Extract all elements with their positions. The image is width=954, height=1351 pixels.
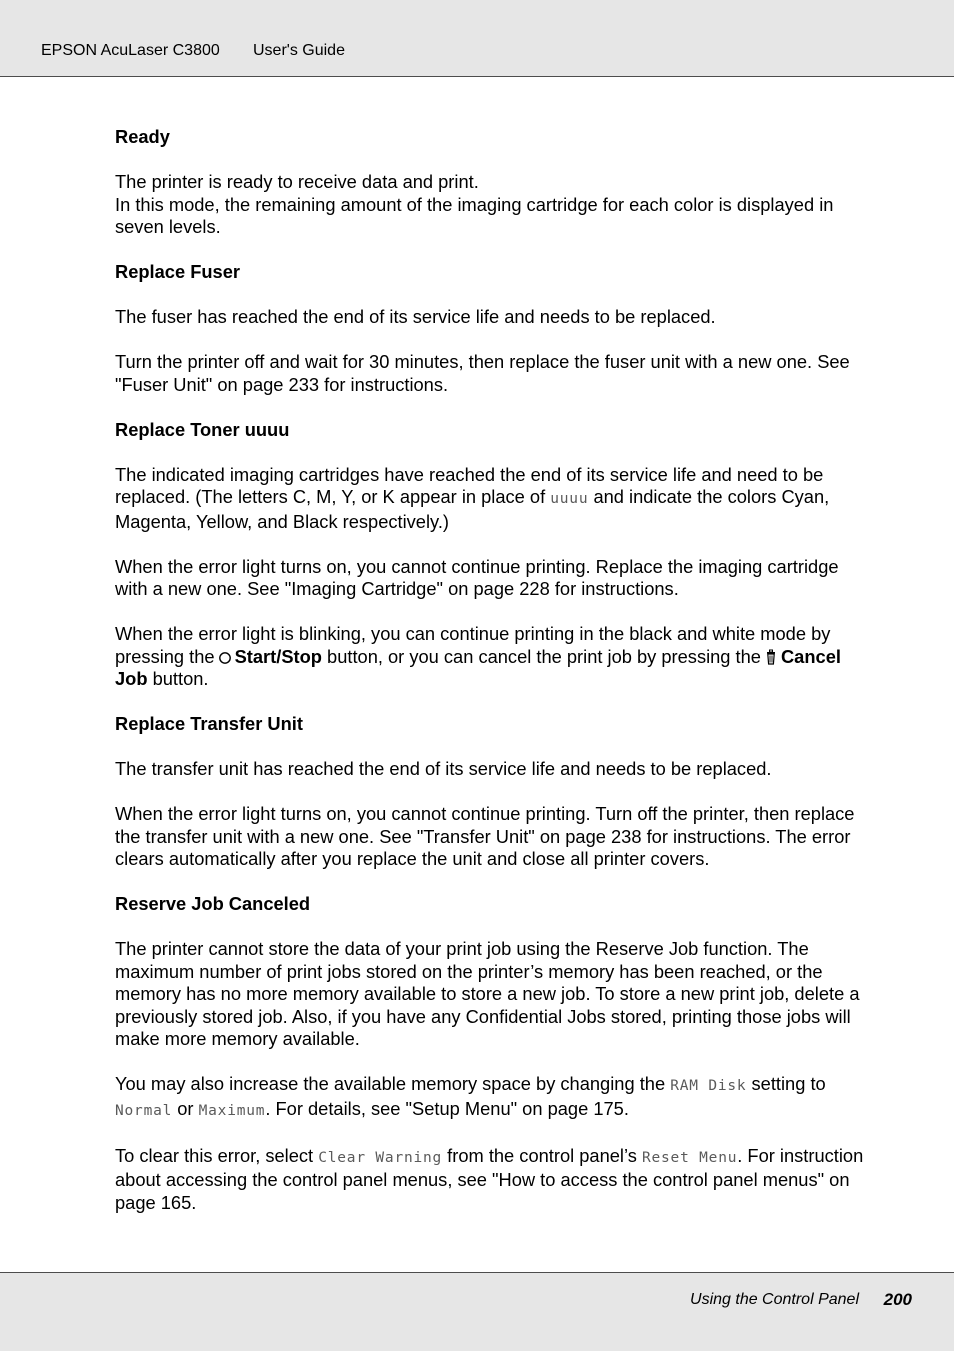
text-run: and indicate the colors Cyan, Magenta, Yellow, and Black respectively.) <box>115 486 830 532</box>
lcd-code: Maximum <box>198 1102 266 1119</box>
section-reserve-job-canceled <box>115 893 875 1214</box>
button-name-start-stop: Start/Stop <box>234 645 322 667</box>
text-run: from the control panel’s <box>442 1144 642 1166</box>
text-run: or <box>172 1097 199 1119</box>
guide-title: User's Guide <box>253 42 345 59</box>
section-ready <box>115 126 875 239</box>
section-heading: Replace Fuser <box>115 261 240 282</box>
paragraph: The fuser has reached the end of its service life and needs to be replaced. <box>115 306 716 327</box>
section-heading: Replace Transfer Unit <box>115 713 303 734</box>
paragraph: The printer cannot store the data of your print job using the Reserve Job function. The maximum number of print jobs stored on the printer’s memory has been reached, or the memory has no more memory available to store a new job. To store a new print job, delete a previously stored job. Also, if you have any Confidential Jobs stored, printing those jobs will make more memory available. <box>115 938 860 1049</box>
section-replace-toner <box>115 419 875 691</box>
paragraph <box>115 464 875 534</box>
button-name-cancel-job: Cancel Job <box>115 645 841 689</box>
trash-can-icon <box>764 649 778 665</box>
paragraph <box>115 171 875 239</box>
lcd-code: uuuu <box>550 491 589 507</box>
paragraph: The transfer unit has reached the end of its service life and needs to be replaced. <box>115 758 772 779</box>
text-run: To clear this error, select <box>115 1144 319 1166</box>
section-heading: Replace Toner uuuu <box>115 418 290 440</box>
text-line: The printer is ready to receive data and print. <box>115 171 479 192</box>
text-run: The indicated imaging cartridges have reached the end of its service life and need to be replaced. (The letters C, M, Y, or K appear in place of <box>115 463 824 507</box>
paragraph: When the error light turns on, you cannot continue printing. Turn off the printer, then replace the transfer unit with a new one. See "Transfer Unit" on page 238 for instructions. The error clears automatically after you replace the unit and close all printer covers. <box>115 803 855 869</box>
lcd-code: RAM Disk <box>670 1078 747 1094</box>
text-line: In this mode, the remaining amount of the imaging cartridge for each color is displayed in seven levels. <box>115 193 834 237</box>
section-replace-fuser <box>115 261 875 396</box>
footer-section-title: Using the Control Panel <box>690 1291 859 1308</box>
section-heading: Reserve Job Canceled <box>115 893 311 914</box>
start-stop-circle-icon <box>218 649 232 665</box>
main-content <box>115 126 875 1237</box>
section-replace-transfer-unit <box>115 713 875 871</box>
lcd-code: Clear Warning <box>318 1149 443 1166</box>
paragraph: When the error light turns on, you cannot continue printing. Replace the imaging cartridge with a new one. See "Imaging Cartridge" on page 228 for instructions. <box>115 555 839 599</box>
lcd-code: Normal <box>115 1102 173 1119</box>
text-run: . For details, see "Setup Menu" on page 175. <box>265 1097 629 1119</box>
paragraph <box>115 623 875 691</box>
paragraph: Turn the printer off and wait for 30 minutes, then replace the fuser unit with a new one. See "Fuser Unit" on page 233 for instructions. <box>115 351 850 395</box>
product-name: EPSON AcuLaser C3800 <box>41 42 220 59</box>
page-footer <box>0 1272 954 1351</box>
page-header <box>0 0 954 77</box>
paragraph <box>115 1073 875 1122</box>
text-run: . For instruction about accessing the control panel menus, see "How to access the control panel menus" on page 165. <box>115 1144 864 1213</box>
text-run: setting to <box>746 1073 826 1094</box>
section-heading: Ready <box>115 126 170 147</box>
lcd-code: Reset Menu <box>641 1149 738 1166</box>
text-run: When the error light is blinking, you can continue printing in the black and white mode by pressing the <box>115 623 831 667</box>
text-run: button, or you can cancel the print job by pressing the <box>321 645 761 667</box>
page-number: 200 <box>883 1290 912 1309</box>
text-run: button. <box>147 668 209 689</box>
paragraph <box>115 1145 875 1215</box>
text-run: You may also increase the available memory space by changing the <box>115 1073 671 1094</box>
